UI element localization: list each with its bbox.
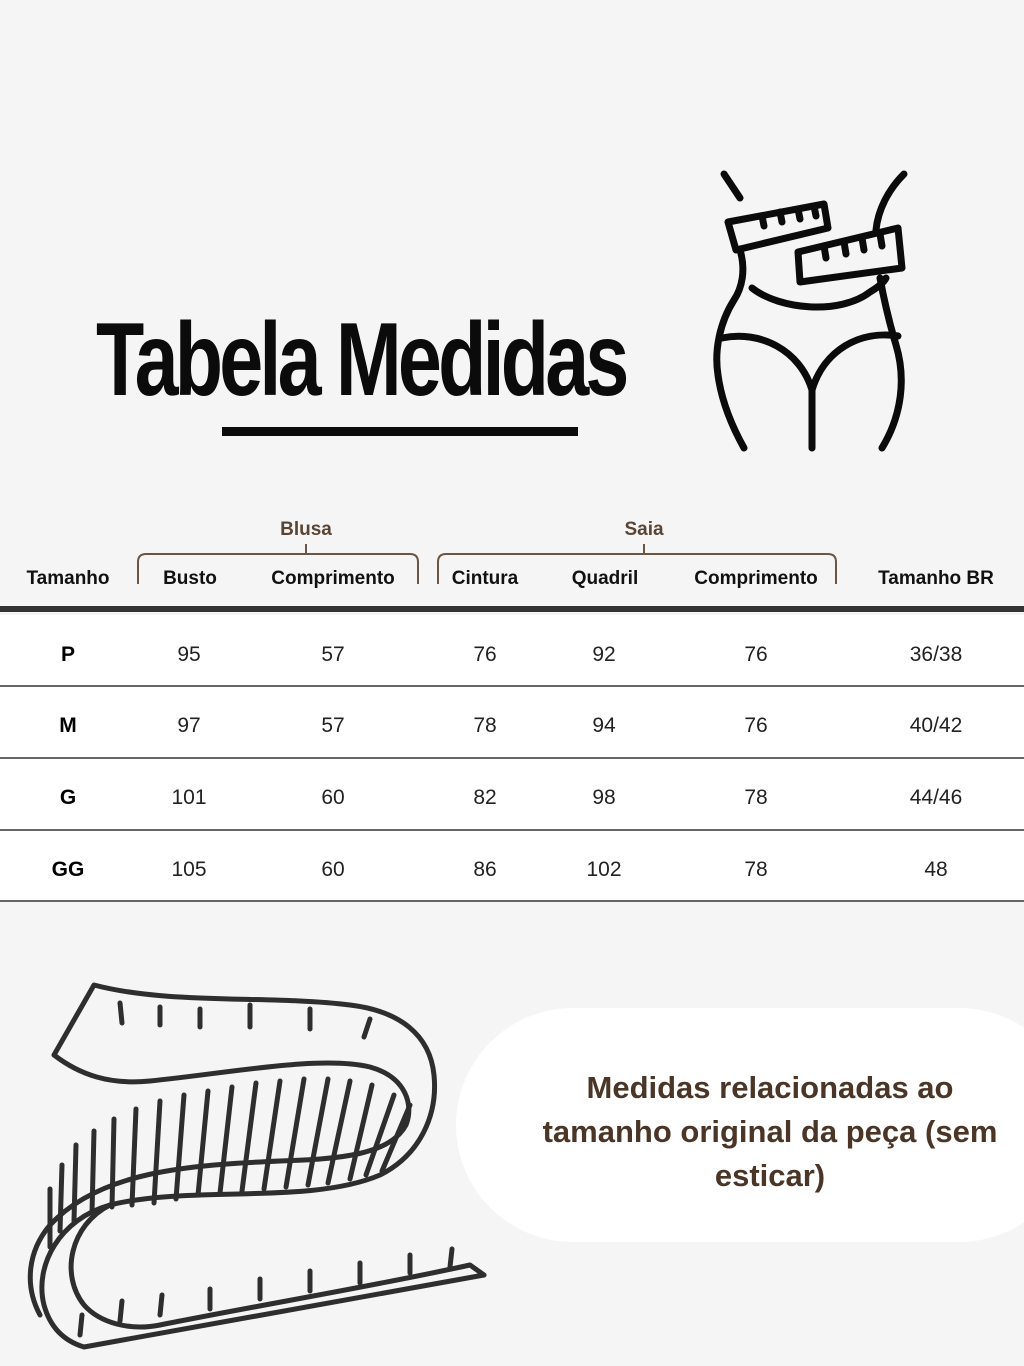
cell-quadril: 98 bbox=[592, 786, 616, 809]
header-comprimento-saia: Comprimento bbox=[694, 568, 818, 589]
cell-cintura: 86 bbox=[473, 858, 497, 881]
cell-comprimento-saia: 78 bbox=[744, 858, 768, 881]
cell-comprimento-blusa: 60 bbox=[321, 858, 345, 881]
note-text: Medidas relacionadas ao tamanho original da peça (sem esticar) bbox=[542, 1070, 998, 1193]
cell-size: M bbox=[59, 714, 77, 737]
header-quadril: Quadril bbox=[571, 568, 639, 589]
cell-tamanho-br: 36/38 bbox=[909, 643, 963, 666]
cell-quadril: 94 bbox=[592, 714, 616, 737]
header-tamanho: Tamanho bbox=[26, 568, 110, 589]
title-underline bbox=[222, 427, 578, 436]
body-measurement-icon bbox=[700, 160, 930, 460]
measuring-tape-icon bbox=[10, 975, 490, 1365]
header-cintura: Cintura bbox=[451, 568, 519, 589]
header-comprimento-blusa: Comprimento bbox=[271, 568, 395, 589]
cell-comprimento-blusa: 60 bbox=[321, 786, 345, 809]
header-divider bbox=[0, 606, 1024, 612]
cell-comprimento-saia: 78 bbox=[744, 786, 768, 809]
cell-tamanho-br: 44/46 bbox=[909, 786, 963, 809]
cell-busto: 97 bbox=[177, 714, 201, 737]
cell-comprimento-saia: 76 bbox=[744, 643, 768, 666]
cell-cintura: 82 bbox=[473, 786, 497, 809]
cell-size: GG bbox=[51, 858, 85, 881]
cell-tamanho-br: 40/42 bbox=[909, 714, 963, 737]
group-label-blusa: Blusa bbox=[280, 519, 332, 540]
cell-quadril: 102 bbox=[586, 858, 622, 881]
cell-busto: 95 bbox=[177, 643, 201, 666]
cell-comprimento-blusa: 57 bbox=[321, 714, 345, 737]
row-divider bbox=[0, 900, 1024, 902]
header-tamanho-br: Tamanho BR bbox=[878, 568, 994, 589]
page-title: Tabela Medidas bbox=[96, 302, 626, 418]
cell-busto: 101 bbox=[171, 786, 207, 809]
cell-size: P bbox=[60, 643, 75, 666]
cell-busto: 105 bbox=[171, 858, 207, 881]
cell-size: G bbox=[59, 786, 77, 809]
cell-comprimento-saia: 76 bbox=[744, 714, 768, 737]
cell-comprimento-blusa: 57 bbox=[321, 643, 345, 666]
group-label-saia: Saia bbox=[624, 519, 664, 540]
cell-quadril: 92 bbox=[592, 643, 616, 666]
cell-tamanho-br: 48 bbox=[924, 858, 948, 881]
cell-cintura: 78 bbox=[473, 714, 497, 737]
cell-cintura: 76 bbox=[473, 643, 497, 666]
header-busto: Busto bbox=[163, 568, 217, 589]
